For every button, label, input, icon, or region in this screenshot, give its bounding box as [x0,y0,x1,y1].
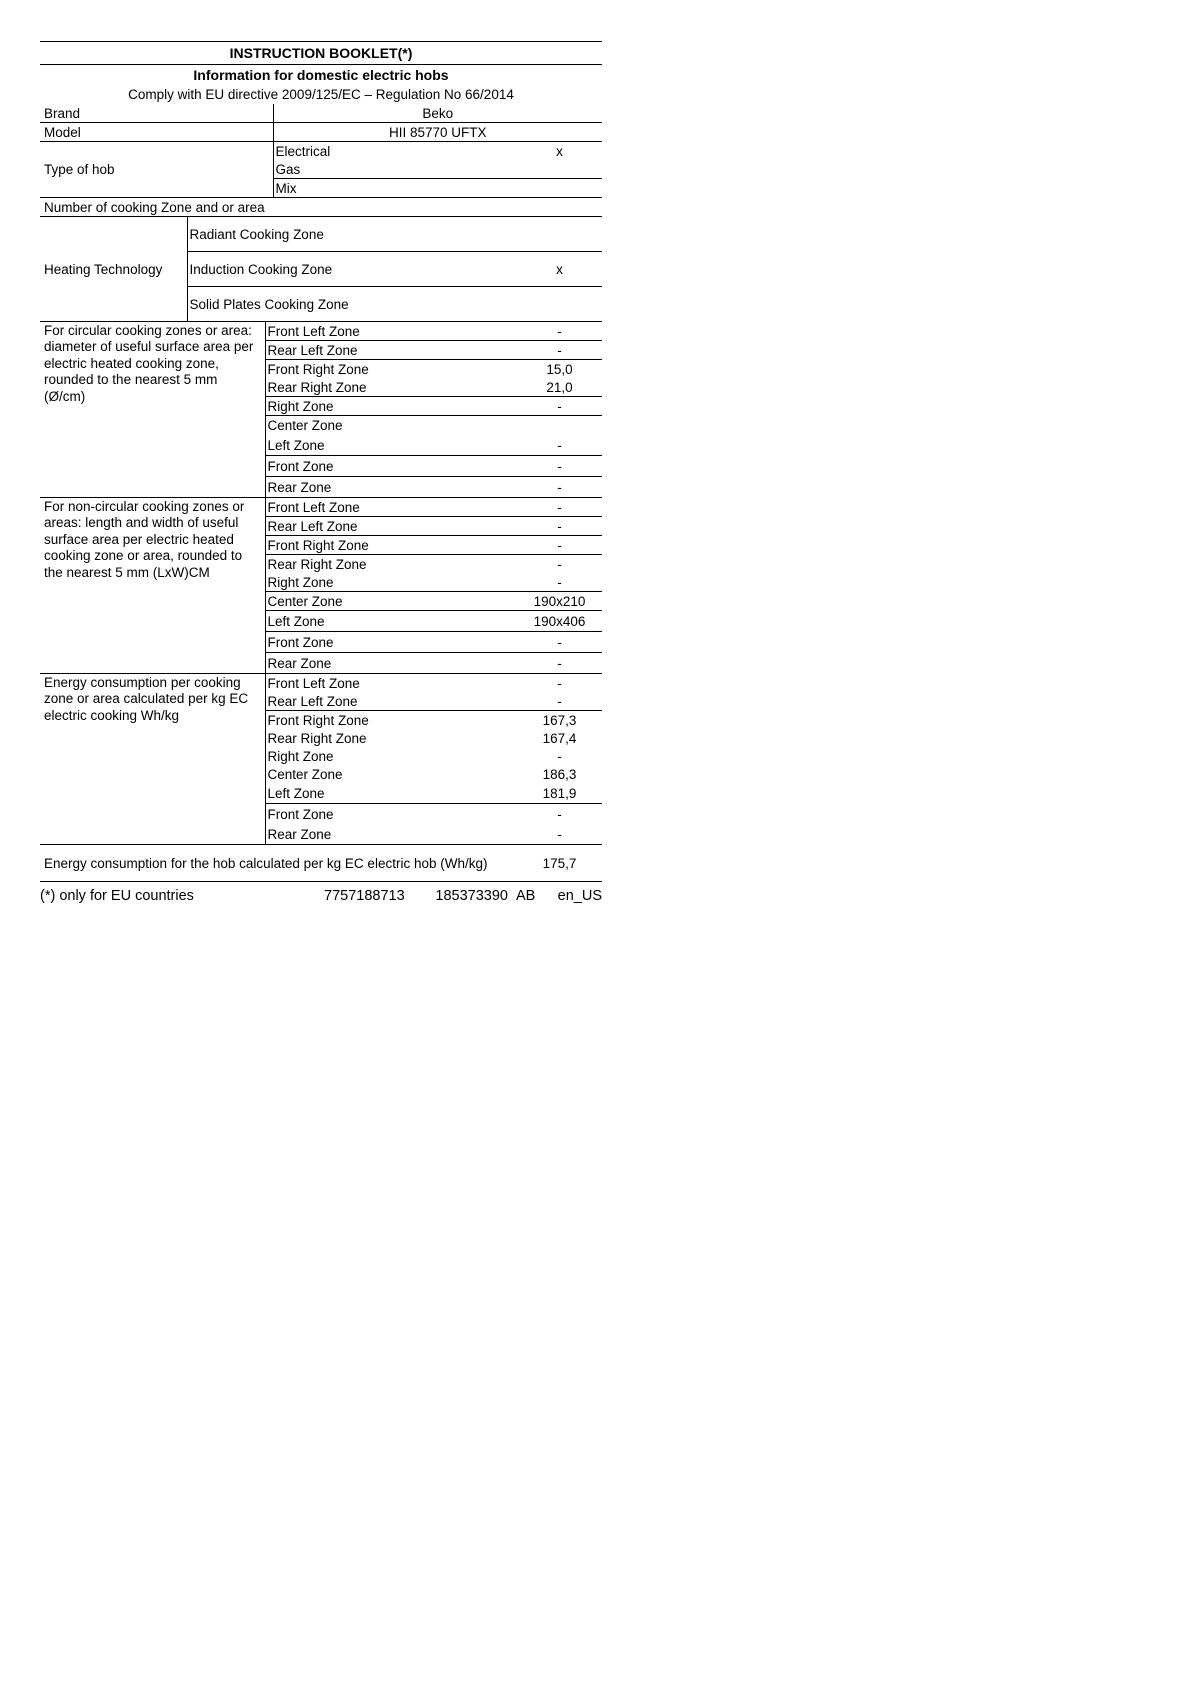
zone-name: Center Zone [265,416,517,436]
zone-name: Left Zone [265,611,517,632]
zone-name: Front Left Zone [265,322,517,341]
hob-type-mix-mark [517,179,602,198]
model-row [40,123,602,142]
footer-code-2: 185373390 [435,888,508,904]
zone-name: Rear Left Zone [265,692,517,711]
zone-value: - [517,653,602,674]
booklet-subtitle: Information for domestic electric hobs [193,67,449,83]
zone-value: 190x406 [517,611,602,632]
energy-zones-table [40,673,602,844]
zone-name: Rear Zone [265,477,517,498]
zone-name: Front Left Zone [265,498,517,517]
energy-total-value: 175,7 [517,845,602,882]
zone-name: Front Zone [265,632,517,653]
zone-name: Right Zone [265,747,517,765]
zone-name: Left Zone [265,784,517,804]
energy-total-label: Energy consumption for the hob calculated per kg EC electric hob (Wh/kg) [40,845,517,882]
noncircular-zones-label: For non-circular cooking zones or areas: length and width of useful surface area per electric heated cooking zone or area, rounded to the nearest 5 mm (LxW)CM [40,498,265,674]
zone-name: Front Right Zone [265,536,517,555]
zone-name: Rear Right Zone [265,555,517,574]
zone-value: 190x210 [517,592,602,611]
zone-value: 15,0 [517,360,602,379]
heating-row [40,217,602,252]
zone-value: - [517,477,602,498]
zone-row [40,674,602,693]
energy-total-table [40,844,602,881]
zone-value: - [557,574,562,590]
zone-row [40,498,602,517]
zone-value: - [517,632,602,653]
model-label: Model [40,123,273,142]
footer-note: (*) only for EU countries [40,888,194,904]
zone-name: Rear Right Zone [265,729,517,747]
energy-zones-label: Energy consumption per cooking zone or area calculated per kg EC electric cooking Wh/kg [40,674,265,845]
zone-name: Right Zone [265,397,517,416]
heating-solid-plates-mark [517,287,602,322]
heating-radiant-mark [517,217,602,252]
zone-value: - [557,826,562,842]
zone-value: - [557,437,562,453]
zone-value: - [517,397,602,416]
zone-value: 181,9 [542,786,577,801]
zone-name: Left Zone [265,435,517,456]
zone-name: Rear Zone [265,653,517,674]
noncircular-zones-table [40,497,602,673]
heating-radiant: Radiant Cooking Zone [187,217,517,252]
model-value: HII 85770 UFTX [273,123,602,142]
zone-value: 186,3 [542,767,577,782]
zones-count-row [40,198,602,217]
hob-type-row [40,142,602,161]
zone-name: Center Zone [265,765,517,784]
heating-induction-mark: x [517,252,602,287]
brand-label: Brand [44,105,81,121]
zone-name: Front Zone [265,804,517,825]
circular-zones-label: For circular cooking zones or area: diameter of useful surface area per electric heated cooking zone, rounded to the nearest 5 mm (Ø/cm) [40,322,265,498]
zone-value: - [517,536,602,555]
brand-row [40,104,602,123]
info-table [40,104,602,216]
zone-name: Front Zone [265,456,517,477]
zone-value: 21,0 [546,379,573,395]
heating-induction: Induction Cooking Zone [187,252,517,287]
zone-value: - [517,322,602,341]
heating-label: Heating Technology [40,217,187,322]
hob-type-electrical-mark: x [517,142,602,161]
zone-value: 167,4 [542,730,577,746]
energy-total-row [40,845,602,882]
directive-statement: Comply with EU directive 2009/125/EC – Regulation No 66/2014 [128,87,514,102]
zone-name: Front Right Zone [265,360,517,379]
heating-table [40,216,602,321]
footer-revision: AB [516,888,536,904]
zone-value [517,416,602,436]
zone-value: - [517,456,602,477]
hob-type-gas-mark [517,160,602,179]
zone-name: Rear Left Zone [265,341,517,360]
zone-name: Right Zone [265,573,517,592]
zone-row [40,322,602,341]
hob-type-gas: Gas [273,160,517,179]
footer-language: en_US [557,888,602,904]
zone-value: - [517,498,602,517]
zone-name: Front Right Zone [265,711,517,730]
zone-value: - [517,341,602,360]
hob-type-electrical: Electrical [273,142,517,161]
instruction-booklet [40,41,602,910]
zone-value: - [517,804,602,825]
zone-name: Rear Zone [265,824,517,844]
footer-code-1: 7757188713 [324,888,405,904]
zone-name: Rear Left Zone [265,517,517,536]
brand-value: Beko [273,104,602,123]
zones-count-label: Number of cooking Zone and or area [40,198,602,217]
zone-name: Center Zone [265,592,517,611]
zone-value: - [557,693,562,709]
hob-type-mix: Mix [273,179,517,198]
zone-value: 167,3 [517,711,602,730]
zone-name: Front Left Zone [265,674,517,693]
zone-name: Rear Right Zone [265,378,517,397]
booklet-title: INSTRUCTION BOOKLET(*) [229,45,413,61]
circular-zones-table [40,321,602,497]
heating-solid-plates: Solid Plates Cooking Zone [187,287,517,322]
zone-value: - [517,674,602,693]
zone-value: - [517,517,602,536]
footer [40,881,602,910]
hob-type-label: Type of hob [40,142,273,198]
zone-value: - [557,748,562,764]
zone-value: - [517,555,602,574]
